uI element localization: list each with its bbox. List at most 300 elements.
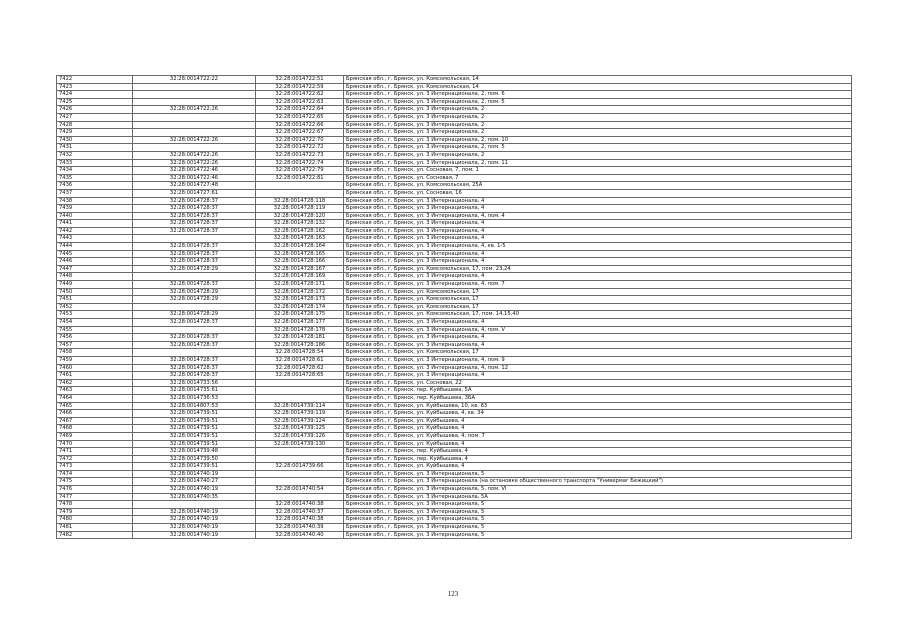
address-cell: Брянская обл., г. Брянск, ул. Куйбышева, 10, кв. 63	[344, 402, 852, 410]
object-cadastral-number-cell: 32:28:0014728:181	[256, 334, 344, 342]
address-cell: Брянская обл., г. Брянск, ул. Комсомольская, 17, пом. 23,24	[344, 265, 852, 273]
address-cell: Брянская обл., г. Брянск, ул. 3 Интернационала, 4	[344, 372, 852, 380]
table-row	[57, 402, 852, 410]
row-number-cell: 7428	[57, 121, 133, 129]
row-number-cell: 7444	[57, 243, 133, 251]
object-cadastral-number-cell: 32:28:0014722:64	[256, 106, 344, 114]
table-row	[57, 349, 852, 357]
land-cadastral-number-cell: 32:28:0014728:37	[133, 205, 256, 213]
table-row	[57, 296, 852, 304]
object-cadastral-number-cell: 32:28:0014728:164	[256, 243, 344, 251]
table-row	[57, 265, 852, 273]
object-cadastral-number-cell	[256, 470, 344, 478]
address-cell: Брянская обл., г. Брянск, ул. 3 Интернационала, 5	[344, 501, 852, 509]
object-cadastral-number-cell: 32:28:0014728:174	[256, 303, 344, 311]
row-number-cell: 7441	[57, 220, 133, 228]
row-number-cell: 7459	[57, 356, 133, 364]
land-cadastral-number-cell	[133, 349, 256, 357]
row-number-cell: 7437	[57, 189, 133, 197]
land-cadastral-number-cell: 32:28:0014728:37	[133, 243, 256, 251]
object-cadastral-number-cell: 32:28:0014728:162	[256, 227, 344, 235]
land-cadastral-number-cell: 32:28:0014740:19	[133, 516, 256, 524]
address-cell: Брянская обл., г. Брянск, ул. 3 Интернационала, 2, пом. 10	[344, 136, 852, 144]
row-number-cell: 7425	[57, 98, 133, 106]
table-row	[57, 410, 852, 418]
object-cadastral-number-cell: 32:28:0014722:72	[256, 144, 344, 152]
table-row	[57, 220, 852, 228]
object-cadastral-number-cell	[256, 478, 344, 486]
address-cell: Брянская обл., г. Брянск, ул. 3 Интернационала, 5	[344, 516, 852, 524]
land-cadastral-number-cell: 32:28:0014733:56	[133, 379, 256, 387]
object-cadastral-number-cell: 32:28:0014728:186	[256, 341, 344, 349]
address-cell: Брянская обл., г. Брянск, ул. 3 Интернационала, 4, пом. 7	[344, 281, 852, 289]
land-cadastral-number-cell: 32:28:0014739:50	[133, 455, 256, 463]
row-number-cell: 7426	[57, 106, 133, 114]
table-row	[57, 372, 852, 380]
object-cadastral-number-cell: 32:28:0014728:62	[256, 364, 344, 372]
table-row	[57, 326, 852, 334]
object-cadastral-number-cell	[256, 394, 344, 402]
object-cadastral-number-cell: 32:28:0014728:171	[256, 281, 344, 289]
address-cell: Брянская обл., г. Брянск, ул. Куйбышева, 4, кв. 34	[344, 410, 852, 418]
row-number-cell: 7465	[57, 402, 133, 410]
land-cadastral-number-cell	[133, 98, 256, 106]
address-cell: Брянская обл., г. Брянск, ул. 3 Интернационала, 4	[344, 220, 852, 228]
object-cadastral-number-cell: 32:28:0014728:166	[256, 258, 344, 266]
land-cadastral-number-cell: 32:28:0014740:35	[133, 493, 256, 501]
address-cell: Брянская обл., г. Брянск, ул. 3 Интернационала, 4, пом. V	[344, 326, 852, 334]
land-cadastral-number-cell	[133, 235, 256, 243]
address-cell: Брянская обл., г. Брянск, ул. 3 Интернационала, 4	[344, 273, 852, 281]
address-cell: Брянская обл., г. Брянск, ул. Комсомольская, 17, пом. 14,15,40	[344, 311, 852, 319]
address-cell: Брянская обл., г. Брянск, пер. Куйбышева, 3БА	[344, 394, 852, 402]
table-row	[57, 144, 852, 152]
address-cell: Брянская обл., г. Брянск, ул. 3 Интернационала, 4	[344, 341, 852, 349]
object-cadastral-number-cell: 32:28:0014740:38	[256, 501, 344, 509]
row-number-cell: 7442	[57, 227, 133, 235]
row-number-cell: 7422	[57, 76, 133, 84]
table-row	[57, 516, 852, 524]
object-cadastral-number-cell: 32:28:0014728:167	[256, 265, 344, 273]
object-cadastral-number-cell: 32:28:0014739:130	[256, 440, 344, 448]
object-cadastral-number-cell: 32:28:0014728:132	[256, 220, 344, 228]
table-row	[57, 258, 852, 266]
row-number-cell: 7439	[57, 205, 133, 213]
address-cell: Брянская обл., г. Брянск, ул. Комсомольская, 25А	[344, 182, 852, 190]
table-row	[57, 508, 852, 516]
land-cadastral-number-cell: 32:28:0014728:37	[133, 372, 256, 380]
object-cadastral-number-cell: 32:28:0014739:125	[256, 425, 344, 433]
address-cell: Брянская обл., г. Брянск, ул. 3 Интернационала, 4	[344, 258, 852, 266]
table-row	[57, 288, 852, 296]
land-cadastral-number-cell: 32:28:0014728:37	[133, 250, 256, 258]
object-cadastral-number-cell	[256, 455, 344, 463]
table-row	[57, 212, 852, 220]
object-cadastral-number-cell: 32:28:0014728:178	[256, 326, 344, 334]
land-cadastral-number-cell: 32:28:0014739:51	[133, 440, 256, 448]
table-row	[57, 250, 852, 258]
object-cadastral-number-cell: 32:28:0014728:177	[256, 319, 344, 327]
object-cadastral-number-cell: 32:28:0014728:173	[256, 296, 344, 304]
table-row	[57, 311, 852, 319]
table-row	[57, 197, 852, 205]
table-row	[57, 501, 852, 509]
address-cell: Брянская обл., г. Брянск, ул. Куйбышева, 4	[344, 425, 852, 433]
address-cell: Брянская обл., г. Брянск, ул. Сосновая, 16	[344, 189, 852, 197]
row-number-cell: 7435	[57, 174, 133, 182]
object-cadastral-number-cell: 32:28:0014739:124	[256, 417, 344, 425]
address-cell: Брянская обл., г. Брянск, ул. Комсомольская, 17	[344, 349, 852, 357]
row-number-cell: 7449	[57, 281, 133, 289]
land-cadastral-number-cell	[133, 303, 256, 311]
land-cadastral-number-cell: 32:28:0014728:29	[133, 296, 256, 304]
row-number-cell: 7427	[57, 113, 133, 121]
land-cadastral-number-cell: 32:28:0014728:37	[133, 364, 256, 372]
address-cell: Брянская обл., г. Брянск, ул. 3 Интернационала, 2	[344, 151, 852, 159]
land-cadastral-number-cell: 32:28:0014722:26	[133, 136, 256, 144]
object-cadastral-number-cell: 32:28:0014728:118	[256, 197, 344, 205]
land-cadastral-number-cell: 32:28:0014739:51	[133, 410, 256, 418]
row-number-cell: 7440	[57, 212, 133, 220]
object-cadastral-number-cell: 32:28:0014728:65	[256, 372, 344, 380]
address-cell: Брянская обл., г. Брянск, ул. 3 Интернационала, 5	[344, 470, 852, 478]
land-cadastral-number-cell: 32:28:0014740:19	[133, 508, 256, 516]
object-cadastral-number-cell: 32:28:0014740:54	[256, 486, 344, 494]
object-cadastral-number-cell: 32:28:0014722:79	[256, 167, 344, 175]
row-number-cell: 7469	[57, 432, 133, 440]
registry-table-container	[56, 75, 851, 539]
object-cadastral-number-cell	[256, 448, 344, 456]
row-number-cell: 7457	[57, 341, 133, 349]
address-cell: Брянская обл., г. Брянск, ул. 3 Интернационала, 5, пом. VI	[344, 486, 852, 494]
row-number-cell: 7451	[57, 296, 133, 304]
land-cadastral-number-cell: 32:28:0014739:51	[133, 425, 256, 433]
table-row	[57, 129, 852, 137]
land-cadastral-number-cell	[133, 326, 256, 334]
row-number-cell: 7447	[57, 265, 133, 273]
table-row	[57, 463, 852, 471]
address-cell: Брянская обл., г. Брянск, пер. Куйбышева, 5А	[344, 387, 852, 395]
object-cadastral-number-cell: 32:28:0014722:67	[256, 129, 344, 137]
address-cell: Брянская обл., г. Брянск, ул. 3 Интернационала (на остановке общественного транспорта "Универмаг Бежицкий")	[344, 478, 852, 486]
row-number-cell: 7456	[57, 334, 133, 342]
row-number-cell: 7430	[57, 136, 133, 144]
table-row	[57, 235, 852, 243]
row-number-cell: 7463	[57, 387, 133, 395]
row-number-cell: 7476	[57, 486, 133, 494]
row-number-cell: 7467	[57, 417, 133, 425]
row-number-cell: 7423	[57, 83, 133, 91]
table-row	[57, 455, 852, 463]
table-row	[57, 189, 852, 197]
land-cadastral-number-cell: 32:28:0014740:19	[133, 486, 256, 494]
address-cell: Брянская обл., г. Брянск, ул. 3 Интернационала, 4	[344, 250, 852, 258]
address-cell: Брянская обл., г. Брянск, ул. 3 Интернационала, 5	[344, 531, 852, 539]
land-cadastral-number-cell: 32:28:0014807:53	[133, 402, 256, 410]
table-row	[57, 91, 852, 99]
table-row	[57, 121, 852, 129]
land-cadastral-number-cell: 32:28:0014722:22	[133, 76, 256, 84]
land-cadastral-number-cell: 32:28:0014728:37	[133, 227, 256, 235]
land-cadastral-number-cell: 32:28:0014728:29	[133, 311, 256, 319]
land-cadastral-number-cell: 32:28:0014728:37	[133, 220, 256, 228]
land-cadastral-number-cell: 32:28:0014739:48	[133, 448, 256, 456]
table-row	[57, 106, 852, 114]
row-number-cell: 7438	[57, 197, 133, 205]
row-number-cell: 7478	[57, 501, 133, 509]
object-cadastral-number-cell: 32:28:0014728:169	[256, 273, 344, 281]
table-row	[57, 493, 852, 501]
table-row	[57, 341, 852, 349]
table-row	[57, 174, 852, 182]
address-cell: Брянская обл., г. Брянск, ул. Комсомольская, 14	[344, 76, 852, 84]
address-cell: Брянская обл., г. Брянск, пер. Куйбышева, 4	[344, 448, 852, 456]
address-cell: Брянская обл., г. Брянск, ул. 3 Интернационала, 4, пом. 12	[344, 364, 852, 372]
address-cell: Брянская обл., г. Брянск, пер. Куйбышева, 4	[344, 455, 852, 463]
land-cadastral-number-cell: 32:28:0014727:61	[133, 189, 256, 197]
land-cadastral-number-cell	[133, 113, 256, 121]
table-row	[57, 136, 852, 144]
row-number-cell: 7479	[57, 508, 133, 516]
land-cadastral-number-cell: 32:28:0014728:37	[133, 197, 256, 205]
row-number-cell: 7436	[57, 182, 133, 190]
object-cadastral-number-cell: 32:28:0014740:40	[256, 531, 344, 539]
row-number-cell: 7466	[57, 410, 133, 418]
table-row	[57, 167, 852, 175]
land-cadastral-number-cell: 32:28:0014736:53	[133, 394, 256, 402]
table-row	[57, 334, 852, 342]
object-cadastral-number-cell: 32:28:0014728:54	[256, 349, 344, 357]
land-cadastral-number-cell: 32:28:0014728:29	[133, 288, 256, 296]
land-cadastral-number-cell: 32:28:0014722:26	[133, 106, 256, 114]
address-cell: Брянская обл., г. Брянск, ул. 3 Интернационала, 4	[344, 235, 852, 243]
address-cell: Брянская обл., г. Брянск, ул. 3 Интернационала, 5	[344, 524, 852, 532]
object-cadastral-number-cell: 32:28:0014728:175	[256, 311, 344, 319]
address-cell: Брянская обл., г. Брянск, ул. 3 Интернационала, 4	[344, 334, 852, 342]
object-cadastral-number-cell: 32:28:0014728:172	[256, 288, 344, 296]
address-cell: Брянская обл., г. Брянск, ул. 3 Интернационала, 2	[344, 113, 852, 121]
land-cadastral-number-cell: 32:28:0014740:19	[133, 531, 256, 539]
address-cell: Брянская обл., г. Брянск, ул. 3 Интернационала, 2, пом. 6	[344, 91, 852, 99]
address-cell: Брянская обл., г. Брянск, ул. Комсомольская, 17	[344, 296, 852, 304]
address-cell: Брянская обл., г. Брянск, ул. Куйбышева, 4	[344, 417, 852, 425]
row-number-cell: 7434	[57, 167, 133, 175]
land-cadastral-number-cell: 32:28:0014735:61	[133, 387, 256, 395]
object-cadastral-number-cell: 32:28:0014739:114	[256, 402, 344, 410]
row-number-cell: 7461	[57, 372, 133, 380]
registry-table	[56, 75, 852, 539]
object-cadastral-number-cell: 32:28:0014728:120	[256, 212, 344, 220]
row-number-cell: 7452	[57, 303, 133, 311]
land-cadastral-number-cell	[133, 129, 256, 137]
row-number-cell: 7454	[57, 319, 133, 327]
registry-table-body	[57, 76, 852, 539]
table-row	[57, 478, 852, 486]
land-cadastral-number-cell	[133, 83, 256, 91]
table-row	[57, 281, 852, 289]
table-row	[57, 113, 852, 121]
table-row	[57, 182, 852, 190]
address-cell: Брянская обл., г. Брянск, ул. 3 Интернационала, 4, кв. 1-5	[344, 243, 852, 251]
row-number-cell: 7460	[57, 364, 133, 372]
address-cell: Брянская обл., г. Брянск, ул. 3 Интернационала, 5А	[344, 493, 852, 501]
row-number-cell: 7424	[57, 91, 133, 99]
table-row	[57, 432, 852, 440]
address-cell: Брянская обл., г. Брянск, ул. 3 Интернационала, 2, пом. 5	[344, 144, 852, 152]
land-cadastral-number-cell: 32:28:0014728:37	[133, 334, 256, 342]
object-cadastral-number-cell: 32:28:0014722:59	[256, 83, 344, 91]
row-number-cell: 7453	[57, 311, 133, 319]
address-cell: Брянская обл., г. Брянск, ул. 3 Интернационала, 4	[344, 197, 852, 205]
address-cell: Брянская обл., г. Брянск, ул. 3 Интернационала, 4, пом. 4	[344, 212, 852, 220]
table-row	[57, 98, 852, 106]
row-number-cell: 7448	[57, 273, 133, 281]
object-cadastral-number-cell: 32:28:0014739:126	[256, 432, 344, 440]
row-number-cell: 7468	[57, 425, 133, 433]
address-cell: Брянская обл., г. Брянск, ул. Сосновая, 7, пом. 1	[344, 167, 852, 175]
row-number-cell: 7464	[57, 394, 133, 402]
land-cadastral-number-cell: 32:28:0014740:27	[133, 478, 256, 486]
object-cadastral-number-cell	[256, 182, 344, 190]
address-cell: Брянская обл., г. Брянск, ул. Сосновая, 7	[344, 174, 852, 182]
object-cadastral-number-cell: 32:28:0014739:66	[256, 463, 344, 471]
row-number-cell: 7455	[57, 326, 133, 334]
table-row	[57, 243, 852, 251]
land-cadastral-number-cell: 32:28:0014722:46	[133, 167, 256, 175]
page-number: 123	[447, 590, 459, 598]
land-cadastral-number-cell: 32:28:0014728:37	[133, 319, 256, 327]
row-number-cell: 7473	[57, 463, 133, 471]
address-cell: Брянская обл., г. Брянск, ул. 3 Интернационала, 2, пом. 11	[344, 159, 852, 167]
object-cadastral-number-cell: 32:28:0014722:66	[256, 121, 344, 129]
table-row	[57, 151, 852, 159]
object-cadastral-number-cell	[256, 493, 344, 501]
table-row	[57, 448, 852, 456]
object-cadastral-number-cell	[256, 379, 344, 387]
row-number-cell: 7458	[57, 349, 133, 357]
address-cell: Брянская обл., г. Брянск, ул. 3 Интернационала, 2	[344, 121, 852, 129]
address-cell: Брянская обл., г. Брянск, ул. 3 Интернационала, 2	[344, 129, 852, 137]
object-cadastral-number-cell: 32:28:0014740:39	[256, 524, 344, 532]
table-row	[57, 470, 852, 478]
land-cadastral-number-cell: 32:28:0014739:51	[133, 463, 256, 471]
land-cadastral-number-cell: 32:28:0014728:37	[133, 356, 256, 364]
address-cell: Брянская обл., г. Брянск, ул. Комсомольская, 17	[344, 303, 852, 311]
object-cadastral-number-cell: 32:28:0014722:62	[256, 91, 344, 99]
object-cadastral-number-cell: 32:28:0014728:61	[256, 356, 344, 364]
object-cadastral-number-cell: 32:28:0014722:81	[256, 174, 344, 182]
land-cadastral-number-cell: 32:28:0014727:48	[133, 182, 256, 190]
object-cadastral-number-cell: 32:28:0014728:165	[256, 250, 344, 258]
land-cadastral-number-cell: 32:28:0014740:19	[133, 470, 256, 478]
table-row	[57, 486, 852, 494]
address-cell: Брянская обл., г. Брянск, ул. 3 Интернационала, 2, пом. 5	[344, 98, 852, 106]
table-row	[57, 273, 852, 281]
table-row	[57, 205, 852, 213]
table-row	[57, 387, 852, 395]
table-row	[57, 440, 852, 448]
row-number-cell: 7462	[57, 379, 133, 387]
table-row	[57, 417, 852, 425]
land-cadastral-number-cell: 32:28:0014728:37	[133, 341, 256, 349]
land-cadastral-number-cell: 32:28:0014722:26	[133, 159, 256, 167]
address-cell: Брянская обл., г. Брянск, ул. Комсомольская, 14	[344, 83, 852, 91]
table-row	[57, 319, 852, 327]
object-cadastral-number-cell: 32:28:0014740:37	[256, 508, 344, 516]
land-cadastral-number-cell: 32:28:0014728:37	[133, 258, 256, 266]
land-cadastral-number-cell	[133, 273, 256, 281]
table-row	[57, 364, 852, 372]
row-number-cell: 7431	[57, 144, 133, 152]
row-number-cell: 7445	[57, 250, 133, 258]
object-cadastral-number-cell	[256, 189, 344, 197]
object-cadastral-number-cell	[256, 387, 344, 395]
row-number-cell: 7432	[57, 151, 133, 159]
land-cadastral-number-cell: 32:28:0014740:19	[133, 524, 256, 532]
row-number-cell: 7471	[57, 448, 133, 456]
land-cadastral-number-cell: 32:28:0014739:51	[133, 417, 256, 425]
object-cadastral-number-cell: 32:28:0014722:70	[256, 136, 344, 144]
land-cadastral-number-cell: 32:28:0014728:37	[133, 212, 256, 220]
land-cadastral-number-cell	[133, 121, 256, 129]
row-number-cell: 7477	[57, 493, 133, 501]
land-cadastral-number-cell: 32:28:0014722:46	[133, 174, 256, 182]
land-cadastral-number-cell	[133, 501, 256, 509]
address-cell: Брянская обл., г. Брянск, ул. Куйбышева, 4, пом. 7	[344, 432, 852, 440]
table-row	[57, 83, 852, 91]
object-cadastral-number-cell: 32:28:0014728:119	[256, 205, 344, 213]
row-number-cell: 7480	[57, 516, 133, 524]
land-cadastral-number-cell	[133, 91, 256, 99]
table-row	[57, 356, 852, 364]
address-cell: Брянская обл., г. Брянск, ул. 3 Интернационала, 5	[344, 508, 852, 516]
object-cadastral-number-cell: 32:28:0014722:65	[256, 113, 344, 121]
row-number-cell: 7446	[57, 258, 133, 266]
row-number-cell: 7472	[57, 455, 133, 463]
address-cell: Брянская обл., г. Брянск, ул. 3 Интернационала, 4, пом. 9	[344, 356, 852, 364]
object-cadastral-number-cell: 32:28:0014739:119	[256, 410, 344, 418]
row-number-cell: 7481	[57, 524, 133, 532]
table-row	[57, 531, 852, 539]
table-row	[57, 379, 852, 387]
address-cell: Брянская обл., г. Брянск, ул. Куйбышева, 4	[344, 463, 852, 471]
object-cadastral-number-cell: 32:28:0014722:63	[256, 98, 344, 106]
land-cadastral-number-cell: 32:28:0014722:26	[133, 151, 256, 159]
table-row	[57, 227, 852, 235]
address-cell: Брянская обл., г. Брянск, ул. 3 Интернационала, 4	[344, 205, 852, 213]
address-cell: Брянская обл., г. Брянск, ул. Куйбышева, 4	[344, 440, 852, 448]
row-number-cell: 7450	[57, 288, 133, 296]
row-number-cell: 7474	[57, 470, 133, 478]
land-cadastral-number-cell: 32:28:0014739:51	[133, 432, 256, 440]
address-cell: Брянская обл., г. Брянск, ул. 3 Интернационала, 4	[344, 227, 852, 235]
object-cadastral-number-cell: 32:28:0014722:73	[256, 151, 344, 159]
land-cadastral-number-cell: 32:28:0014728:37	[133, 281, 256, 289]
row-number-cell: 7429	[57, 129, 133, 137]
object-cadastral-number-cell: 32:28:0014728:163	[256, 235, 344, 243]
row-number-cell: 7475	[57, 478, 133, 486]
land-cadastral-number-cell: 32:28:0014728:29	[133, 265, 256, 273]
object-cadastral-number-cell: 32:28:0014740:38	[256, 516, 344, 524]
table-row	[57, 303, 852, 311]
row-number-cell: 7443	[57, 235, 133, 243]
land-cadastral-number-cell	[133, 144, 256, 152]
object-cadastral-number-cell: 32:28:0014722:74	[256, 159, 344, 167]
table-row	[57, 159, 852, 167]
row-number-cell: 7470	[57, 440, 133, 448]
row-number-cell: 7482	[57, 531, 133, 539]
address-cell: Брянская обл., г. Брянск, ул. 3 Интернационала, 2	[344, 106, 852, 114]
